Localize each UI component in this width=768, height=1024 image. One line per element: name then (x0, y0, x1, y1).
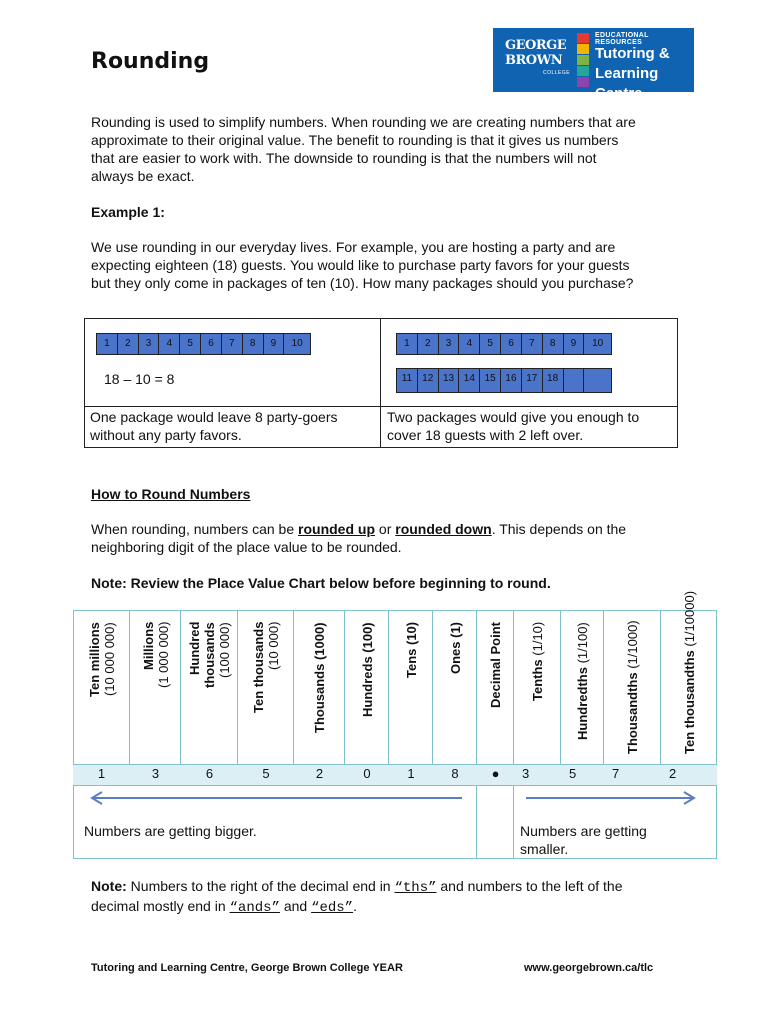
place-value-digit: 2 (315, 766, 324, 781)
place-value-digit: 1 (407, 766, 415, 781)
package-cell: 1 (97, 334, 118, 354)
place-value-digit: 5 (569, 766, 577, 781)
place-value-digit: 5 (262, 766, 270, 781)
how-heading: How to Round Numbers (91, 486, 251, 502)
suffix-note: Note: Numbers to the right of the decimal end in “ths” and numbers to the left of the decimal mostly end in “ands” and “eds”. (91, 878, 623, 916)
place-value-digit: 1 (97, 766, 106, 781)
place-value-digit: 7 (612, 766, 620, 781)
right-caption: Two packages would give you enough to cover 18 guests with 2 left over. (387, 409, 640, 443)
place-value-header: Millions (1 000 000) (140, 622, 171, 689)
package-cell: 17 (522, 369, 543, 392)
package-cell: 2 (118, 334, 139, 354)
package-cell (564, 369, 585, 392)
package-cell: 8 (543, 334, 564, 354)
package-cell: 7 (522, 334, 543, 354)
right-arrow (524, 790, 700, 806)
package-cell: 11 (397, 369, 418, 392)
george-brown-logo (493, 28, 694, 102)
package-row-right-1 (396, 333, 612, 355)
logo-line1: GEORGE (505, 38, 567, 53)
place-value-header: Ten thousandths (1/10000) (681, 590, 697, 754)
package-cell: 3 (139, 334, 160, 354)
package-cell: 1 (397, 334, 418, 354)
package-cell: 9 (264, 334, 285, 354)
intro-paragraph: Rounding is used to simplify numbers. When rounding we are creating numbers that are approximate to their original value. The benefit to rounding is that it gives us numbers that are easier to work with. The downside to rounding is that the numbers will not always be exact. (91, 114, 636, 184)
logo-eyebrow: EDUCATIONAL RESOURCES (595, 32, 649, 46)
package-cell: 5 (480, 334, 501, 354)
package-cell: 14 (459, 369, 480, 392)
place-value-digit: 3 (522, 766, 530, 781)
place-value-digit: ● (491, 766, 500, 781)
package-cell: 13 (439, 369, 460, 392)
footer-link[interactable]: www.georgebrown.ca/tlc (524, 962, 654, 974)
package-cell: 16 (501, 369, 522, 392)
review-note: Note: Review the Place Value Chart below before beginning to round. (91, 575, 551, 591)
package-cell: 5 (180, 334, 201, 354)
logo-line2: BROWN (505, 53, 563, 68)
package-cell: 6 (501, 334, 522, 354)
package-cell: 15 (480, 369, 501, 392)
place-value-header: Tens (10) (403, 622, 419, 679)
package-row-left (96, 333, 311, 355)
place-value-digit: 0 (363, 766, 371, 781)
how-paragraph: When rounding, numbers can be rounded up or rounded down. This depends on the neighboring digit of the place value to be rounded. (91, 521, 627, 555)
place-value-header: Decimal Point (488, 622, 503, 708)
place-value-digit: 2 (669, 766, 677, 781)
smaller-text: Numbers are getting smaller. (520, 823, 647, 857)
page-title: Rounding (91, 49, 210, 74)
package-cell: 4 (159, 334, 180, 354)
package-cell: 6 (201, 334, 222, 354)
left-arrow (88, 790, 464, 806)
place-value-header: Ones (1) (447, 622, 463, 675)
example-heading: Example 1: (91, 204, 165, 220)
package-cell: 4 (459, 334, 480, 354)
place-value-header: Tenths (1/10) (530, 622, 545, 702)
logo-name: Tutoring & Learning Centre (595, 45, 670, 102)
place-value-header: Thousands (1000) (312, 622, 327, 733)
equation: 18 – 10 = 8 (104, 371, 175, 387)
left-caption: One package would leave 8 party-goers without any party favors. (90, 409, 338, 443)
place-value-header: Hundreds (100) (359, 622, 375, 717)
package-cell: 7 (222, 334, 243, 354)
footer-left: Tutoring and Learning Centre, George Brown College YEAR (91, 962, 403, 974)
package-cell (584, 369, 611, 392)
place-value-digit: 8 (451, 766, 459, 781)
place-value-header: Hundred thousands (100 000) (187, 622, 232, 688)
example-paragraph: We use rounding in our everyday lives. For example, you are hosting a party and are expecting eighteen (18) guests. You would like to purchase party favors for your guests but they only come in packages of ten (10). How many packages should you purchase? (91, 239, 634, 291)
package-cell: 10 (284, 334, 310, 354)
logo-color-bars (577, 33, 589, 87)
package-cell: 10 (584, 334, 611, 354)
place-value-header: Ten millions (10 000 000) (86, 622, 117, 697)
place-value-digit: 3 (151, 766, 160, 781)
package-cell: 8 (243, 334, 264, 354)
place-value-header: Thousandths (1/1000) (625, 620, 640, 754)
package-row-right-2 (396, 368, 612, 393)
place-value-header: Hundredths (1/100) (575, 622, 590, 740)
package-cell: 12 (418, 369, 439, 392)
bigger-text: Numbers are getting bigger. (84, 823, 257, 839)
package-cell: 3 (439, 334, 460, 354)
place-value-header: Ten thousands (10 000) (251, 622, 281, 714)
package-cell: 2 (418, 334, 439, 354)
package-cell: 9 (564, 334, 585, 354)
logo-line3: COLLEGE (543, 70, 571, 76)
package-cell: 18 (543, 369, 564, 392)
place-value-digit: 6 (205, 766, 214, 781)
